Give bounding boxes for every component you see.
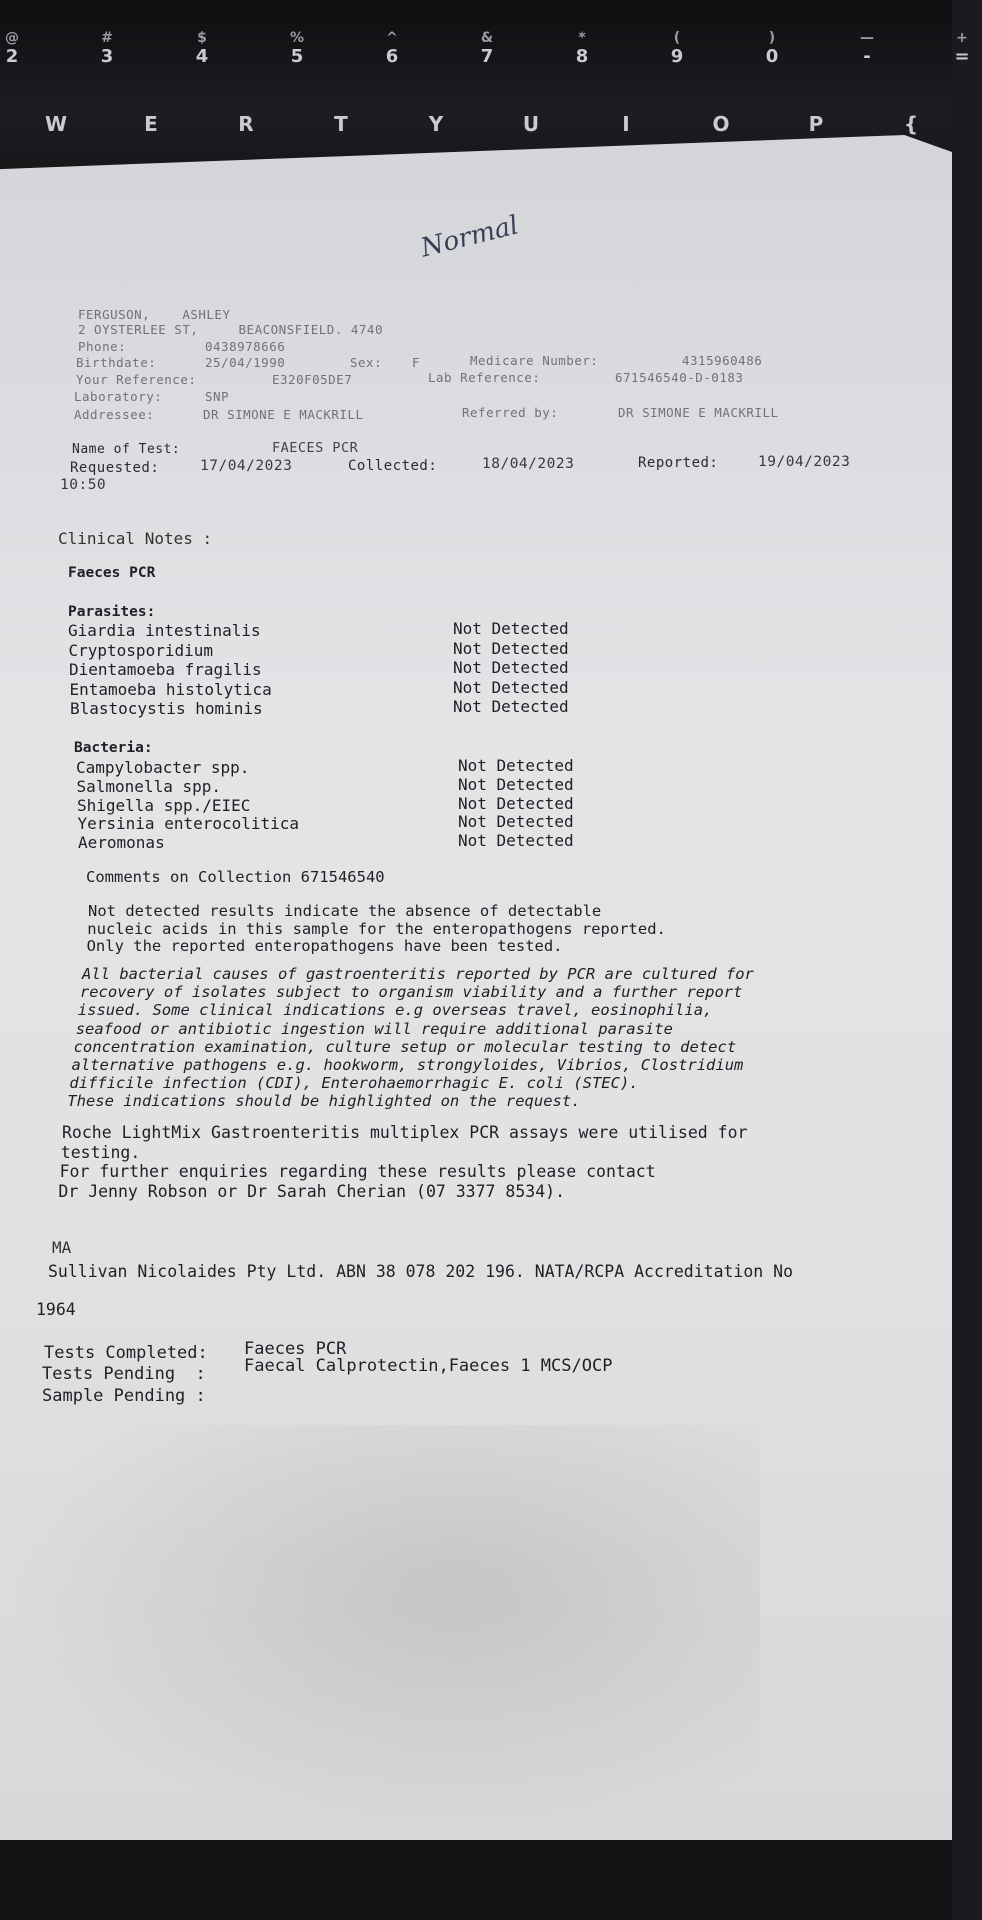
keyboard-key	[87, 30, 127, 67]
result-name: Aeromonas	[78, 833, 165, 853]
keyboard-key-number: -	[863, 46, 871, 67]
addressee-label: Addressee:	[74, 407, 155, 422]
result-name: Campylobacter spp.	[76, 758, 250, 777]
test-name-value: FAECES PCR	[272, 440, 359, 456]
keyboard-key-number: =	[954, 46, 970, 67]
keyboard-key-symbol: &	[480, 30, 494, 46]
phone-label: Phone:	[78, 339, 127, 354]
your-reference-value: E320F05DE7	[272, 372, 353, 387]
keyboard-key-symbol: (	[673, 30, 681, 46]
phone-value: 0438978666	[205, 339, 286, 354]
keyboard-key-number: 2	[5, 46, 19, 67]
comment-line: nucleic acids in this sample for the enteropathogens reported.	[87, 919, 666, 938]
comment-line: For further enquiries regarding these results please contact	[59, 1162, 656, 1181]
keyboard-key-symbol: *	[578, 30, 586, 46]
result-name: Shigella spp./EIEC	[77, 795, 251, 815]
collected-value: 18/04/2023	[482, 456, 575, 472]
comment-line: Only the reported enteropathogens have been tested.	[86, 937, 563, 955]
keyboard-key-number: 8	[575, 46, 589, 67]
result-name: Salmonella spp.	[76, 776, 221, 796]
keyboard-key-number: 0	[765, 46, 779, 67]
comment-line: seafood or antibiotic ingestion will require additional parasite	[75, 1019, 673, 1038]
result-name: Giardia intestinalis	[68, 621, 261, 640]
result-value: Not Detected	[453, 619, 569, 638]
keyboard-key-symbol: ^	[386, 30, 398, 46]
result-name: Blastocystis hominis	[70, 699, 263, 718]
medicare-value: 4315960486	[682, 353, 763, 368]
requested-label: Requested:	[70, 460, 160, 476]
medicare-label: Medicare Number:	[470, 353, 599, 368]
result-value: Not Detected	[458, 831, 574, 851]
keyboard-key-letter: W	[44, 112, 68, 136]
keyboard-key-number: 5	[290, 46, 304, 67]
bacteria-heading: Bacteria:	[74, 740, 153, 756]
result-value: Not Detected	[453, 658, 569, 677]
collected-label: Collected:	[348, 458, 438, 474]
test-name-label: Name of Test:	[72, 442, 181, 457]
keyboard-key-number: 9	[670, 46, 684, 67]
patient-address: 2 OYSTERLEE ST, BEACONSFIELD. 4740	[78, 322, 383, 337]
keyboard-key	[467, 30, 507, 67]
result-value: Not Detected	[453, 697, 569, 716]
lab-reference-value: 671546540-D-0183	[615, 370, 744, 385]
result-name: Cryptosporidium	[68, 640, 213, 660]
clinical-notes-label: Clinical Notes :	[58, 529, 213, 548]
keyboard-key	[0, 30, 32, 67]
keyboard-key-symbol: )	[768, 30, 776, 46]
birthdate-value: 25/04/1990	[205, 355, 286, 370]
requested-value: 17/04/2023	[200, 458, 293, 474]
result-value: Not Detected	[458, 793, 574, 813]
result-value: Not Detected	[458, 756, 574, 775]
comment-line: issued. Some clinical indications e.g overseas travel, eosinophilia,	[77, 1001, 713, 1020]
tests-completed-label: Tests Completed:	[44, 1343, 208, 1363]
result-value: Not Detected	[458, 812, 574, 832]
comment-line: These indications should be highlighted on the request.	[67, 1092, 581, 1111]
keyboard-key-letter: I	[622, 112, 630, 136]
result-value: Not Detected	[458, 774, 574, 794]
keyboard-key	[372, 30, 412, 67]
referred-by-label: Referred by:	[462, 405, 559, 420]
keyboard-key-number: 7	[480, 46, 494, 67]
sex-value: F	[412, 355, 421, 370]
reported-label: Reported:	[638, 455, 719, 471]
desk-surface	[0, 1840, 952, 1920]
lab-reference-label: Lab Reference:	[428, 370, 541, 385]
comments-heading: Comments on Collection 671546540	[86, 868, 385, 886]
keyboard-key-number: 4	[195, 46, 209, 67]
sex-label: Sex:	[350, 355, 383, 370]
handwritten-annotation: Normal	[417, 210, 522, 264]
keyboard-key-letter: T	[334, 112, 348, 136]
your-reference-label: Your Reference:	[76, 372, 197, 387]
keyboard-key-symbol: —	[860, 30, 874, 46]
keyboard-key-letter: O	[712, 112, 730, 136]
comment-line: Not detected results indicate the absence of detectable	[88, 902, 602, 920]
keyboard-key-symbol: %	[289, 30, 305, 46]
keyboard-key-number: 3	[100, 46, 114, 67]
laboratory-label: Laboratory:	[74, 389, 163, 404]
reported-time: 10:50	[60, 477, 107, 493]
keyboard-key-letter: U	[522, 112, 540, 136]
parasites-heading: Parasites:	[68, 604, 156, 620]
comment-line: All bacterial causes of gastroenteritis reported by PCR are cultured for	[82, 965, 754, 983]
keyboard-key-symbol: $	[197, 30, 207, 46]
lab-footer-line-2: 1964	[36, 1300, 76, 1319]
tests-completed-value: Faeces PCR	[244, 1339, 347, 1359]
keyboard-key-number: 6	[385, 46, 399, 67]
comment-line: Dr Jenny Robson or Dr Sarah Cherian (07 3377 8534).	[58, 1181, 566, 1201]
keyboard-key-letter: Y	[428, 112, 444, 136]
keyboard-key-symbol: @	[5, 30, 19, 46]
keyboard-key-symbol: +	[956, 30, 968, 46]
result-name: Dientamoeba fragilis	[69, 660, 262, 679]
keyboard-key-symbol: #	[101, 30, 113, 46]
referred-by-value: DR SIMONE E MACKRILL	[618, 405, 779, 420]
comment-line: Roche LightMix Gastroenteritis multiplex PCR assays were utilised for	[62, 1123, 748, 1142]
patient-name: FERGUSON, ASHLEY	[78, 307, 231, 322]
section-title: Faeces PCR	[68, 565, 156, 581]
keyboard-key-letter: E	[144, 112, 158, 136]
keyboard-key	[182, 30, 222, 67]
keyboard-key-letter: P	[808, 112, 824, 136]
keyboard-key-letter: {	[903, 112, 919, 136]
keyboard-key	[752, 30, 792, 67]
keyboard-key	[277, 30, 317, 67]
result-name: Entamoeba histolytica	[69, 679, 272, 699]
comment-line: difficile infection (CDI), Enterohaemorrhagic E. coli (STEC).	[69, 1074, 639, 1093]
keyboard-key	[562, 30, 602, 67]
keyboard-key	[942, 30, 982, 67]
result-value: Not Detected	[453, 638, 569, 658]
lab-footer-line-1: Sullivan Nicolaides Pty Ltd. ABN 38 078 202 196. NATA/RCPA Accreditation No	[48, 1262, 794, 1281]
birthdate-label: Birthdate:	[76, 355, 157, 370]
result-value: Not Detected	[453, 677, 569, 697]
reported-value: 19/04/2023	[758, 454, 851, 470]
sample-pending-label: Sample Pending :	[42, 1386, 206, 1406]
addressee-value: DR SIMONE E MACKRILL	[203, 407, 364, 422]
keyboard-key	[657, 30, 697, 67]
laboratory-value: SNP	[205, 389, 230, 404]
comment-line: testing.	[60, 1142, 141, 1162]
keyboard-key-letter: R	[238, 112, 254, 136]
initials: MA	[52, 1238, 72, 1257]
comment-line: recovery of isolates subject to organism viability and a further report	[79, 983, 743, 1002]
result-name: Yersinia enterocolitica	[77, 814, 300, 834]
comment-line: alternative pathogens e.g. hookworm, strongyloides, Vibrios, Clostridium	[71, 1056, 744, 1074]
tests-pending-label: Tests Pending :	[42, 1364, 206, 1384]
keyboard-key	[847, 30, 887, 67]
tests-pending-value: Faecal Calprotectin,Faeces 1 MCS/OCP	[244, 1356, 613, 1376]
comment-line: concentration examination, culture setup or molecular testing to detect	[73, 1037, 737, 1056]
